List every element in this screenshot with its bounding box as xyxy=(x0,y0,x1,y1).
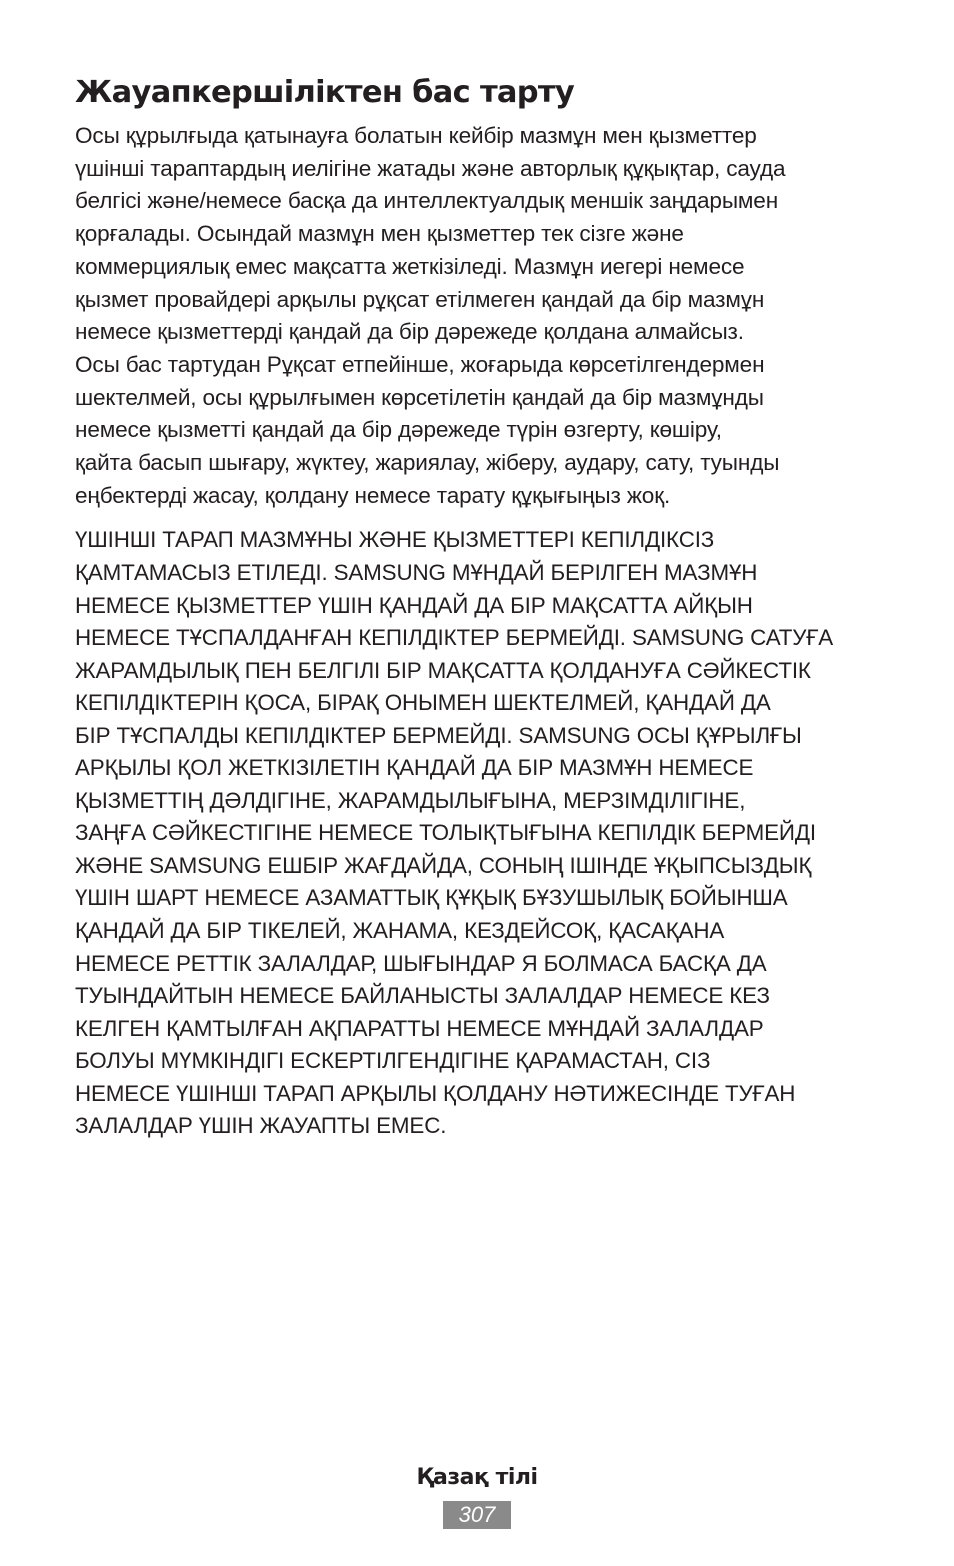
paragraph-line: ЖАРАМДЫЛЫҚ ПЕН БЕЛГІЛІ БІР МАҚСАТТА ҚОЛДАНУҒА СӘЙКЕСТІК xyxy=(75,657,811,683)
paragraph-line: шектелмей, осы құрылғымен көрсетілетін қандай да бір мазмұнды xyxy=(75,384,764,410)
paragraph-line: НЕМЕСЕ РЕТТІК ЗАЛАЛДАР, ШЫҒЫНДАР Я БОЛМАСА БАСҚА ДА xyxy=(75,950,767,976)
paragraph-line: ҚАМТАМАСЫЗ ЕТІЛЕДІ. SAMSUNG МҰНДАЙ БЕРІЛГЕН МАЗМҰН xyxy=(75,559,758,585)
paragraph-line: коммерциялық емес мақсатта жеткізіледі. Мазмұн иегері немесе xyxy=(75,253,745,279)
paragraph-line: НЕМЕСЕ ҮШІНШІ ТАРАП АРҚЫЛЫ ҚОЛДАНУ НӘТИЖЕСІНДЕ ТУҒАН xyxy=(75,1080,796,1106)
paragraph-line: немесе қызметтерді қандай да бір дәрежеде қолдана алмайсыз. xyxy=(75,319,744,345)
paragraph-line: қорғалады. Осындай мазмұн мен қызметтер тек сізге және xyxy=(75,221,684,247)
page-title: Жауапкершіліктен бас тарту xyxy=(75,75,575,110)
paragraph-line: қайта басып шығару, жүктеу, жариялау, жіберу, аудару, сату, туынды xyxy=(75,450,780,476)
paragraph-line: КЕЛГЕН ҚАМТЫЛҒАН АҚПАРАТТЫ НЕМЕСЕ МҰНДАЙ ЗАЛАЛДАР xyxy=(75,1015,764,1041)
paragraph-line: үшінші тараптардың иелігіне жатады және авторлық құқықтар, сауда xyxy=(75,155,786,181)
paragraph-line: ЗАҢҒА СӘЙКЕСТІГІНЕ НЕМЕСЕ ТОЛЫҚТЫҒЫНА КЕПІЛДІК БЕРМЕЙДІ xyxy=(75,820,816,846)
paragraph-line: НЕМЕСЕ ҚЫЗМЕТТЕР ҮШІН ҚАНДАЙ ДА БІР МАҚСАТТА АЙҚЫН xyxy=(75,592,753,618)
paragraph-line: Осы құрылғыда қатынауға болатын кейбір мазмұн мен қызметтер xyxy=(75,123,757,148)
paragraph-line: еңбектерді жасау, қолдану немесе тарату құқығыңыз жоқ. xyxy=(75,482,671,508)
disclaimer-paragraph-1 xyxy=(75,120,885,512)
paragraph-line: ҚЫЗМЕТТІҢ ДӘЛДІГІНЕ, ЖАРАМДЫЛЫҒЫНА, МЕРЗІМДІЛІГІНЕ, xyxy=(75,787,746,813)
footer-language-label: Қазақ тілі xyxy=(416,1465,538,1490)
paragraph-line: ЖӘНЕ SAMSUNG ЕШБІР ЖАҒДАЙДА, СОНЫҢ ІШІНДЕ ҰҚЫПСЫЗДЫҚ xyxy=(75,852,812,878)
paragraph-line: ТУЫНДАЙТЫН НЕМЕСЕ БАЙЛАНЫСТЫ ЗАЛАЛДАР НЕМЕСЕ КЕЗ xyxy=(75,983,770,1009)
paragraph-line: ҮШІНШІ ТАРАП МАЗМҰНЫ ЖӘНЕ ҚЫЗМЕТТЕРІ КЕПІЛДІКСІЗ xyxy=(75,527,715,553)
disclaimer-paragraph-2 xyxy=(75,524,885,1142)
paragraph-line: қызмет провайдері арқылы рұқсат етілмеген қандай да бір мазмұн xyxy=(75,286,765,312)
page-number-badge: 307 xyxy=(443,1501,511,1529)
paragraph-line: КЕПІЛДІКТЕРІН ҚОСА, БІРАҚ ОНЫМЕН ШЕКТЕЛМЕЙ, ҚАНДАЙ ДА xyxy=(75,690,771,716)
paragraph-line: ЗАЛАЛДАР ҮШІН ЖАУАПТЫ ЕМЕС. xyxy=(75,1113,447,1139)
page-footer xyxy=(0,1462,954,1529)
paragraph-line: ҮШІН ШАРТ НЕМЕСЕ АЗАМАТТЫҚ ҚҰҚЫҚ БҰЗУШЫЛЫҚ БОЙЫНША xyxy=(75,885,788,911)
paragraph-line: АРҚЫЛЫ ҚОЛ ЖЕТКІЗІЛЕТІН ҚАНДАЙ ДА БІР МАЗМҰН НЕМЕСЕ xyxy=(75,755,754,781)
paragraph-line: БІР ТҰСПАЛДЫ КЕПІЛДІКТЕР БЕРМЕЙДІ. SAMSUNG ОСЫ ҚҰРЫЛҒЫ xyxy=(75,722,802,748)
paragraph-line: белгісі және/немесе басқа да интеллектуалдық меншік заңдарымен xyxy=(75,188,779,214)
paragraph-line: БОЛУЫ МҮМКІНДІГІ ЕСКЕРТІЛГЕНДІГІНЕ ҚАРАМАСТАН, СІЗ xyxy=(75,1048,711,1074)
paragraph-line: НЕМЕСЕ ТҰСПАЛДАНҒАН КЕПІЛДІКТЕР БЕРМЕЙДІ. SAMSUNG САТУҒА xyxy=(75,625,834,651)
document-body xyxy=(75,74,885,1143)
paragraph-line: ҚАНДАЙ ДА БІР ТІКЕЛЕЙ, ЖАНАМА, КЕЗДЕЙСОҚ, ҚАСАҚАНА xyxy=(75,918,725,943)
paragraph-line: Осы бас тартудан Рұқсат етпейінше, жоғарыда көрсетілгендермен xyxy=(75,351,765,377)
paragraph-line: немесе қызметті қандай да бір дәрежеде түрін өзгерту, көшіру, xyxy=(75,417,722,443)
